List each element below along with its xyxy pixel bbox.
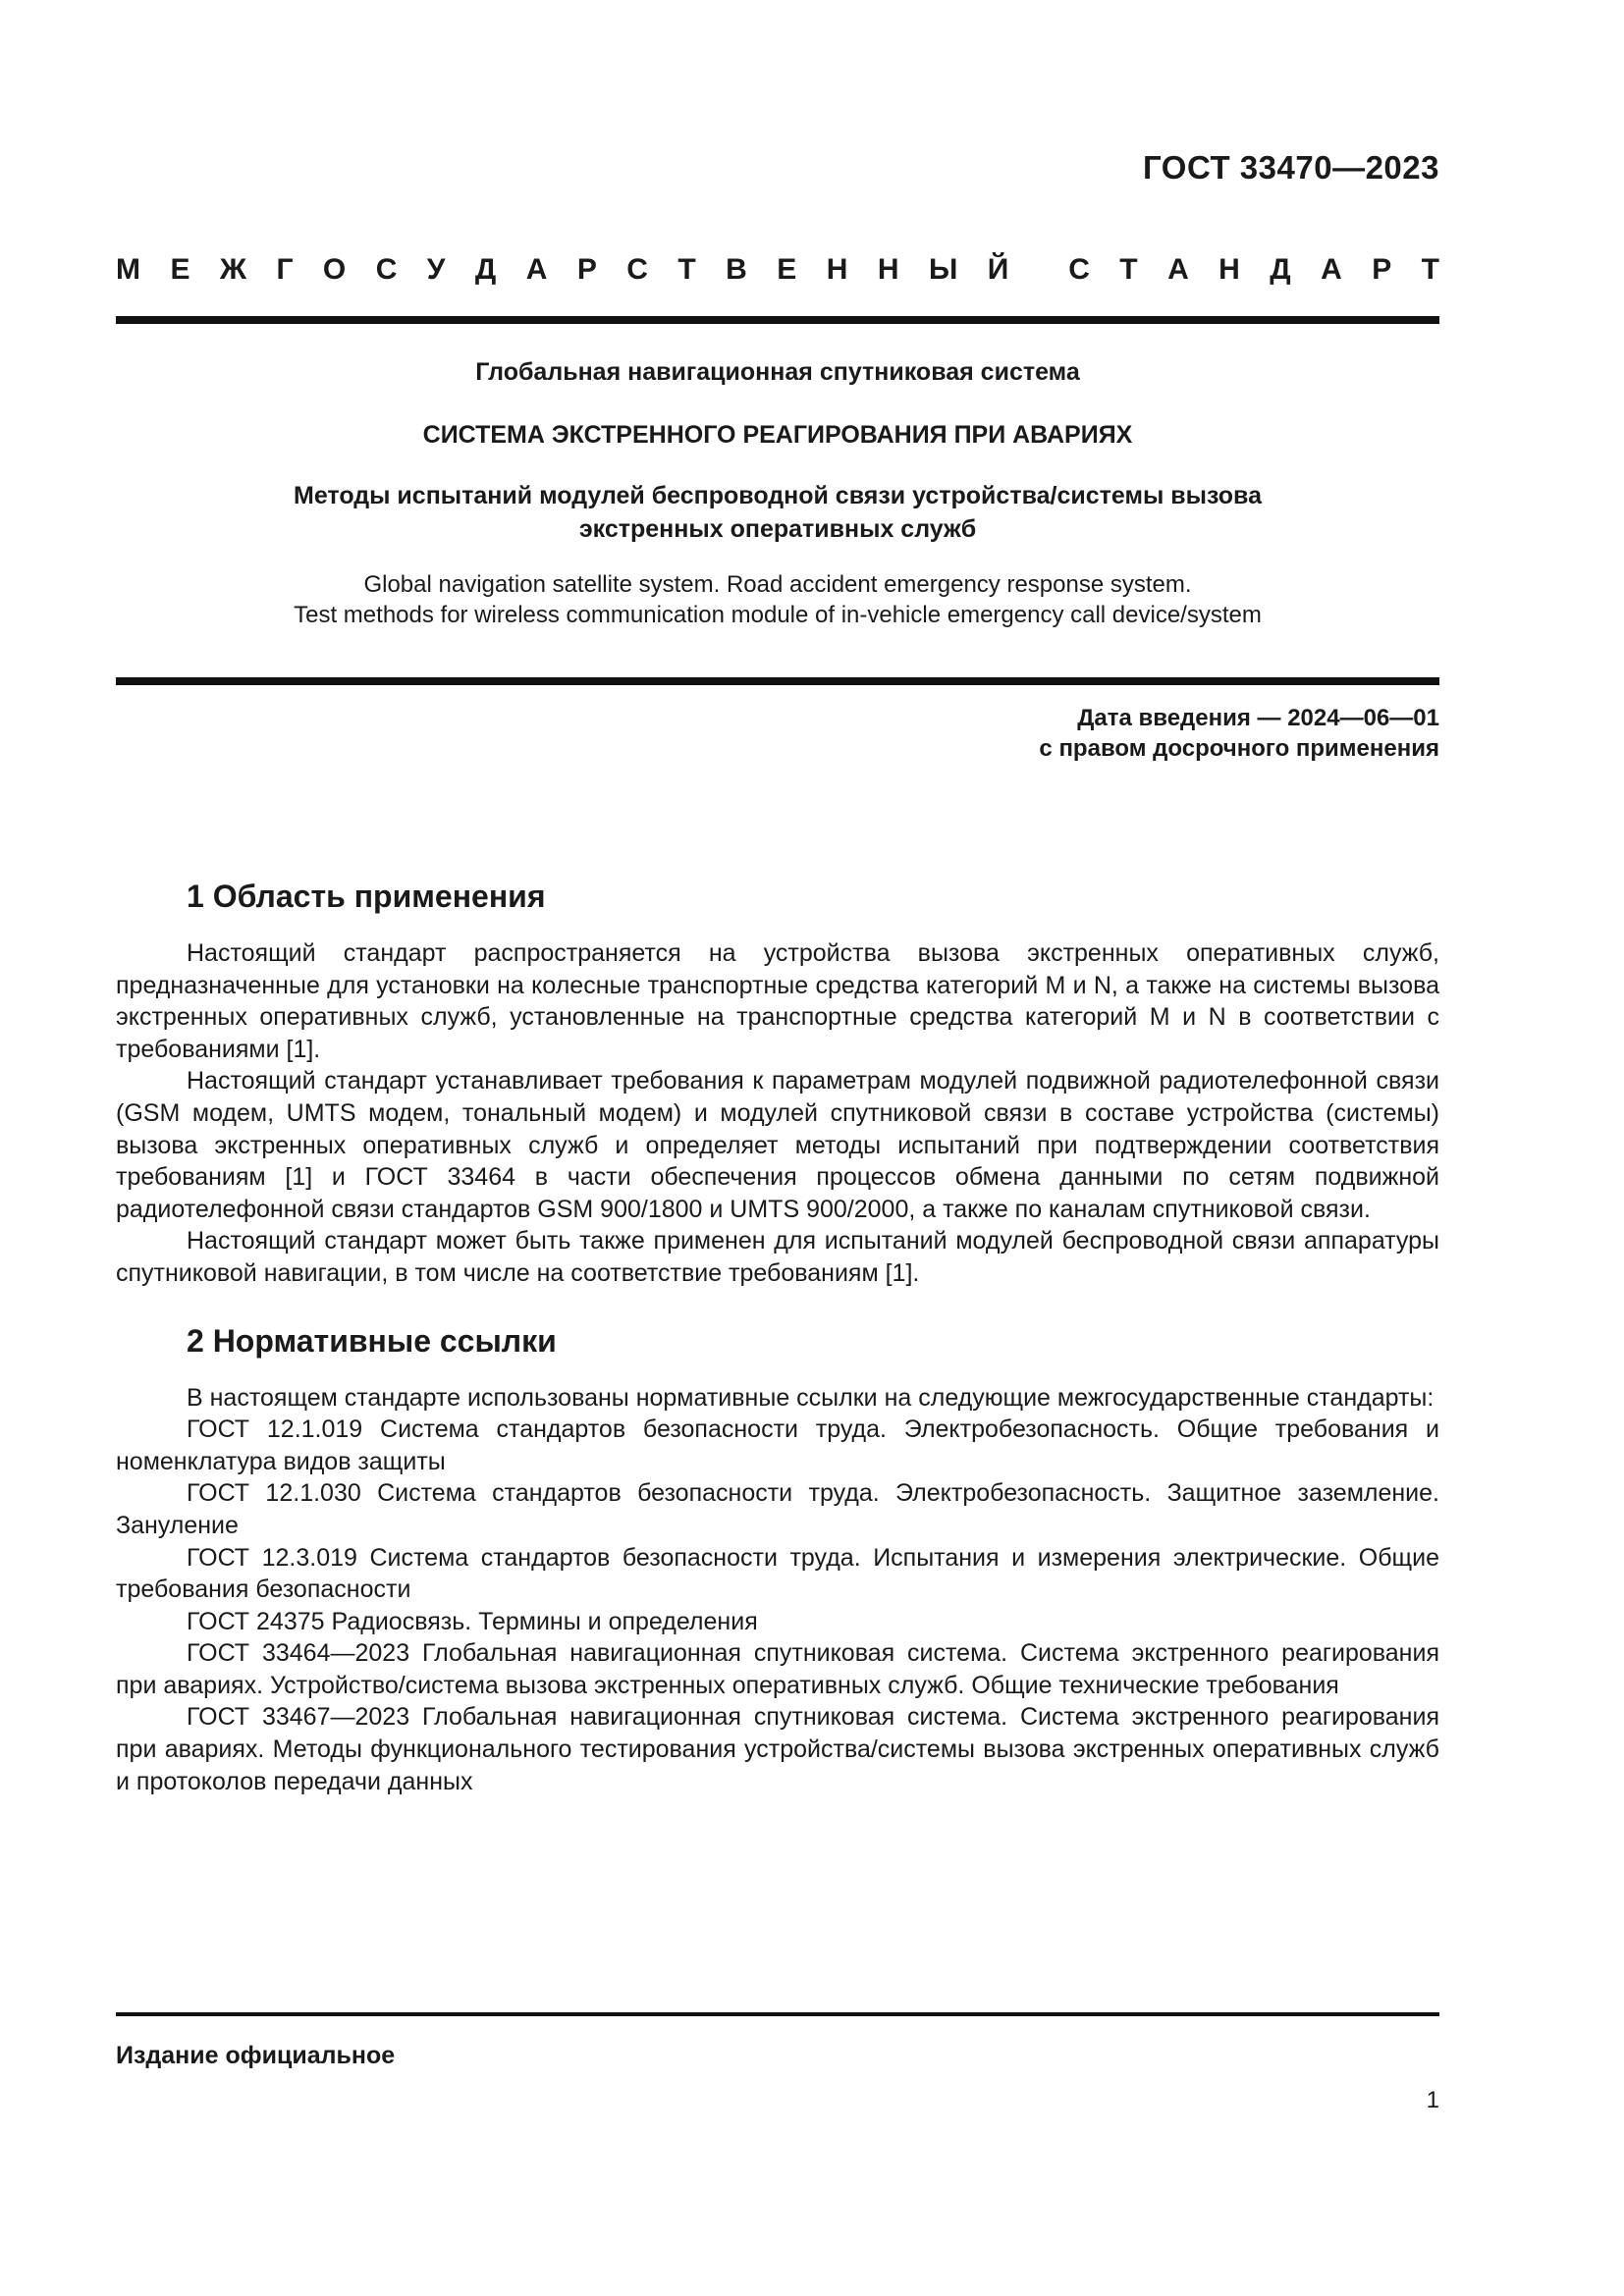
- standard-type-letter: Н: [877, 253, 899, 286]
- standard-type-letter: А: [1321, 253, 1342, 286]
- standard-type-letter: У: [426, 253, 446, 286]
- standard-type-letter: О: [322, 253, 347, 286]
- standard-type-letter: Г: [276, 253, 294, 286]
- standard-type-letter: Ж: [219, 253, 247, 286]
- standard-type-letter: С: [1068, 253, 1090, 286]
- standard-type-letter: Т: [1421, 253, 1439, 286]
- reference-item: ГОСТ 12.1.019 Система стандартов безопасности труда. Электробезопасность. Общие требования и номенклатура видов защиты: [116, 1415, 1439, 1475]
- reference-item: ГОСТ 24375 Радиосвязь. Термины и определения: [187, 1607, 758, 1635]
- paragraph: Настоящий стандарт распространяется на устройства вызова экстренных оперативных служб, предназначенные для установки на колесные транспортные средства категорий М и N, а также на системы вызова экстренных оперативных служб, установленные на транспортные средства категорий М и N в соответствии с требованиями [1].: [116, 939, 1439, 1063]
- standard-type-letter: С: [626, 253, 648, 286]
- standard-type-letter: Н: [826, 253, 848, 286]
- reference-item: ГОСТ 12.3.019 Система стандартов безопасности труда. Испытания и измерения электрические. Общие требования безопасности: [116, 1543, 1439, 1604]
- standard-type-heading: [116, 253, 1439, 287]
- title-subtitle: Методы испытаний модулей беспроводной связи устройства/системы вызова экстренных оперативных служб: [294, 482, 1262, 543]
- standard-type-letter: Т: [1119, 253, 1138, 286]
- standard-type-letter: Р: [1372, 253, 1392, 286]
- footer-divider: [116, 2012, 1439, 2016]
- standard-type-letter: В: [726, 253, 747, 286]
- page-number: 1: [1426, 2087, 1439, 2113]
- reference-item: ГОСТ 12.1.030 Система стандартов безопасности труда. Электробезопасность. Защитное заземление. Зануление: [116, 1479, 1439, 1539]
- standard-type-letter: Е: [777, 253, 797, 286]
- title-system: Глобальная навигационная спутниковая система: [475, 358, 1080, 386]
- standard-type-letter: Д: [474, 253, 497, 286]
- standard-type-letter: А: [525, 253, 548, 286]
- title-divider: [116, 677, 1439, 685]
- official-edition-label: Издание официальное: [116, 2042, 396, 2069]
- reference-item: ГОСТ 33467—2023 Глобальная навигационная спутниковая система. Система экстренного реагирования при авариях. Методы функционального тестирования устройства/системы вызова экстренных оперативных служб и протоколов передачи данных: [116, 1703, 1439, 1795]
- introduction-date-block: [1039, 703, 1439, 764]
- title-block: [116, 355, 1439, 630]
- section-heading-normative-references: 2 Нормативные ссылки: [187, 1322, 557, 1359]
- standard-type-letter: Р: [576, 253, 597, 286]
- reference-item: ГОСТ 33464—2023 Глобальная навигационная спутниковая система. Система экстренного реагирования при авариях. Устройство/система вызова экстренных оперативных служб. Общие технические требования: [116, 1639, 1439, 1699]
- standard-type-letter: М: [116, 253, 140, 286]
- early-application-note: с правом досрочного применения: [1039, 735, 1439, 762]
- standard-type-letter: Ы: [928, 253, 958, 286]
- introduction-date: Дата введения — 2024—06—01: [1077, 705, 1439, 731]
- top-divider: [116, 316, 1439, 324]
- paragraph: Настоящий стандарт устанавливает требования к параметрам модулей подвижной радиотелефонной связи (GSM модем, UMTS модем, тональный модем) и модулей спутниковой связи в составе устройства (системы) вызова экстренных оперативных служб и определяет методы испытаний при подтверждении соответствия требованиям [1] и ГОСТ 33464 в части обеспечения процессов обмена данными по сетям подвижной радиотелефонной связи стандартов GSM 900/1800 и UMTS 900/2000, а также по каналам спутниковой связи.: [116, 1067, 1439, 1223]
- document-page: [116, 0, 1439, 2296]
- document-number: ГОСТ 33470—2023: [1143, 149, 1439, 186]
- standard-type-letter: А: [1167, 253, 1189, 286]
- document-body: [116, 877, 1439, 1797]
- paragraph: Настоящий стандарт может быть также применен для испытаний модулей беспроводной связи аппаратуры спутниковой навигации, в том числе на соответствие требованиям [1].: [116, 1227, 1439, 1287]
- standard-type-letter: Н: [1218, 253, 1240, 286]
- section-heading-scope: 1 Область применения: [187, 879, 546, 914]
- paragraph: В настоящем стандарте использованы нормативные ссылки на следующие межгосударственные стандарты:: [187, 1383, 1435, 1412]
- standard-type-letter: Д: [1270, 253, 1291, 286]
- standard-type-letter: Т: [677, 253, 696, 286]
- standard-type-letter: С: [375, 253, 398, 286]
- standard-type-letter: Е: [170, 253, 190, 286]
- standard-type-letter: Й: [987, 253, 1009, 286]
- title-english: Global navigation satellite system. Road accident emergency response system. Test methods for wireless communication module of in-vehicle emergency call device/system: [294, 571, 1262, 628]
- title-main: СИСТЕМА ЭКСТРЕННОГО РЕАГИРОВАНИЯ ПРИ АВАРИЯХ: [422, 421, 1133, 449]
